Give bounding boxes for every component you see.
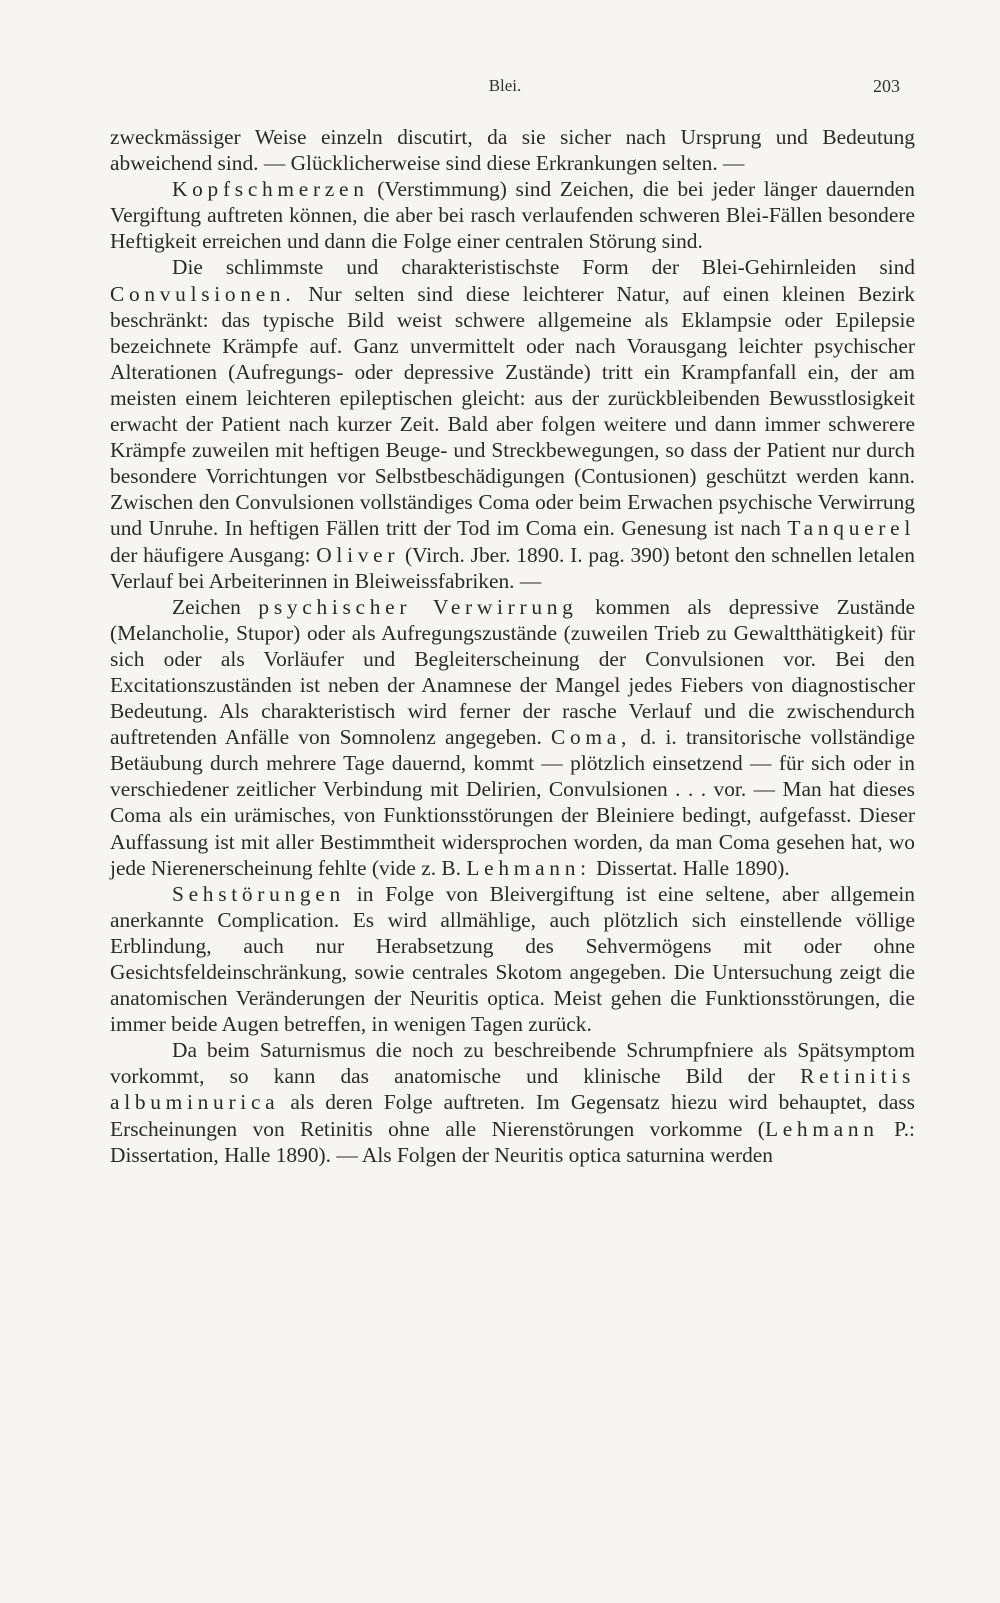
text-run: (Verstimmung) sind Zeichen, die bei jeder länger dauernden Vergiftung auftreten können, die aber bei rasch verlaufenden schweren Blei-Fällen besondere Heftigkeit erreichen und dann die Folge einer centralen Störung sind. [110, 177, 915, 254]
paragraph [110, 881, 915, 1038]
paragraph [110, 254, 915, 593]
body-text [110, 124, 915, 1168]
spaced-emphasis-text: Kopfschmerzen [172, 177, 369, 202]
spaced-emphasis-text: Coma, [551, 725, 632, 750]
text-run: als deren Folge auftreten. Im Gegensatz hiezu wird behauptet, dass Erscheinungen von Retinitis ohne alle Nierenstörungen vorkomme ( [110, 1090, 915, 1141]
text-run: in Folge von Bleivergiftung ist eine seltene, aber allgemein anerkannte Complication. Es wird allmählige, auch plötzlich sich einstellende völlige Erblindung, auch nur Herabsetzung des Sehvermögens mit oder ohne Gesichtsfeldeinschränkung, sowie centrales Skotom angegeben. Die Untersuchung zeigt die anatomischen Veränderungen der Neuritis optica. Meist gehen die Funktionsstörungen, die immer beide Augen betreffen, in wenigen Tagen zurück. [110, 881, 915, 1037]
page-number: 203 [873, 76, 900, 96]
text-run: zweckmässiger Weise einzeln discutirt, da sie sicher nach Ursprung und Bedeutung abweichend sind. — Glücklicherweise sind diese Erkrankungen selten. — [110, 125, 915, 176]
paragraph [110, 594, 915, 881]
spaced-emphasis-text: Tanquerel [787, 516, 915, 541]
running-title: Blei. [488, 76, 522, 95]
spaced-emphasis-text: Lehmann [764, 1116, 879, 1141]
spaced-emphasis-text: Sehstörungen [172, 881, 345, 906]
spaced-emphasis-text: Oliver [316, 542, 400, 567]
text-run: Die schlimmste und charakteristischste Form der Blei-Gehirnleiden sind [172, 255, 915, 280]
text-run: P.: Dissertation, Halle 1890). — Als Folgen der Neuritis optica saturnina werden [110, 1116, 915, 1167]
spaced-emphasis-text: psychischer Verwirrung [258, 594, 578, 619]
text-run: Nur selten sind diese leichterer Natur, auf einen kleinen Bezirk beschränkt: das typische Bild weist schwere allgemeine als Eklampsie oder Epilepsie bezeichnete Krämpfe auf. Ganz unvermittelt oder nach Vorausgang leichter psychischer Alterationen (Aufregungs- oder depressive Zustände) tritt ein Krampfanfall ein, der am meisten einem leichteren epileptischen gleicht: aus der zurückbleibenden Bewusstlosigkeit erwacht der Patient nach kurzer Zeit. Bald aber folgen weitere und dann immer schwerere Krämpfe zuweilen mit heftigen Beuge- und Streckbewegungen, so dass der Patient nur durch besondere Vorrichtungen vor Selbstbeschädigungen (Contusionen) geschützt werden kann. Zwischen den Convulsionen vollständiges Coma oder beim Erwachen psychische Verwirrung und Unruhe. In heftigen Fällen tritt der Tod im Coma ein. Genesung ist nach [110, 281, 915, 541]
spaced-emphasis-text: Retinitis albuminurica [110, 1064, 915, 1115]
paragraph [110, 1037, 915, 1167]
spaced-emphasis-text: Lehmann: [466, 855, 591, 880]
text-run: Zeichen [172, 594, 259, 619]
text-run: (Virch. Jber. 1890. I. pag. 390) betont den schnellen letalen Verlauf bei Arbeiterinnen in Bleiweissfabriken. — [110, 542, 915, 593]
paragraph [110, 176, 915, 254]
text-run: kommen als depressive Zustände (Melancholie, Stupor) oder als Aufregungszustände (zuweilen Trieb zu Gewaltthätigkeit) für sich oder als Vorläufer und Begleiterscheinung der Convulsionen vor. Bei den Excitationszuständen ist neben der Anamnese der Mangel jedes Fiebers von diagnostischer Bedeutung. Als charakteristisch wird ferner der rasche Verlauf und die zwischendurch auftretenden Anfälle von Somnolenz angegeben. [110, 594, 915, 750]
paragraph [110, 124, 915, 176]
text-run: d. i. transitorische vollständige Betäubung durch mehrere Tage dauernd, kommt — plötzlich einsetzend — für sich oder in verschiedener zeitlicher Verbindung mit Delirien, Convulsionen . . . vor. — Man hat dieses Coma als ein urämisches, von Funktionsstörungen der Bleiniere bedingt, aufgefasst. Dieser Auffassung ist mit aller Bestimmtheit widersprochen worden, da man Coma gesehen hat, wo jede Nierenerscheinung fehlte (vide z. B. [110, 725, 915, 880]
text-run: der häufigere Ausgang: [110, 542, 317, 567]
spaced-emphasis-text: Convulsionen. [110, 281, 296, 306]
page-header [110, 76, 900, 106]
text-run: Da beim Saturnismus die noch zu beschreibende Schrumpfniere als Spätsymptom vorkommt, so kann das anatomische und klinische Bild der [110, 1038, 915, 1089]
text-run: Dissertat. Halle 1890). [590, 855, 790, 880]
